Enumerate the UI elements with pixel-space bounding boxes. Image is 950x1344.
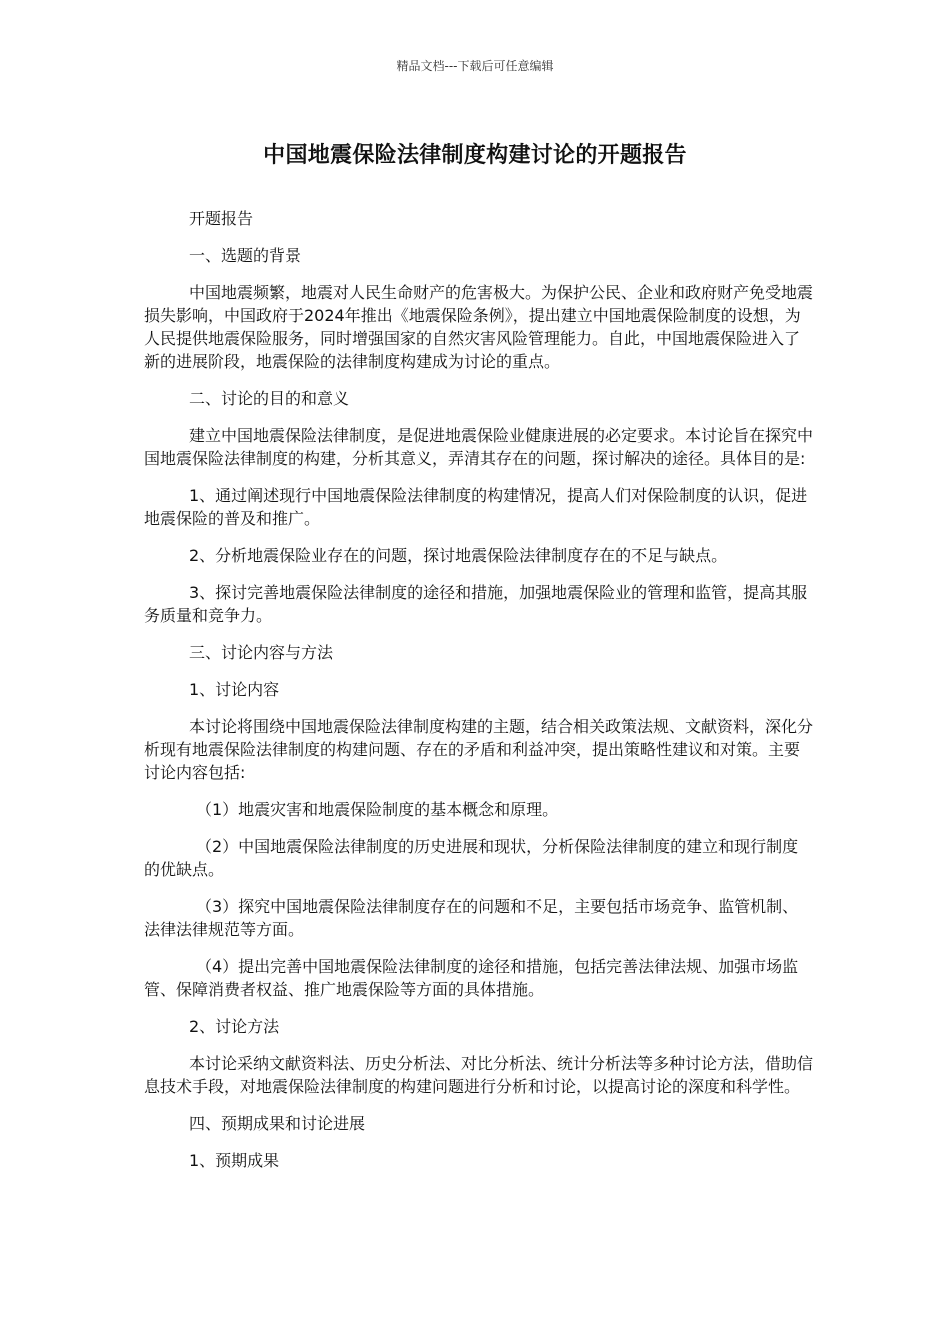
- subsection-heading: 2、讨论方法: [189, 1017, 280, 1036]
- paragraph: 中国地震频繁，地震对人民生命财产的危害极大。为保护公民、企业和政府财产免受地震损失影响，中国政府于2024年推出《地震保险条例》，提出建立中国地震保险制度的设想，为人民提供地震保险服务，同时增强国家的自然灾害风险管理能力。自此，中国地震保险进入了新的进展阶段，地震保险的法律制度构建成为讨论的重点。: [144, 283, 814, 371]
- list-item: 2、分析地震保险业存在的问题，探讨地震保险法律制度存在的不足与缺点。: [189, 546, 728, 565]
- document-body: [144, 207, 814, 1186]
- section-heading: 一、选题的背景: [189, 246, 302, 265]
- subsection-heading: 1、讨论内容: [189, 680, 280, 699]
- list-item: （4）提出完善中国地震保险法律制度的途径和措施，包括完善法律法规、加强市场监管、保障消费者权益、推广地震保险等方面的具体措施。: [144, 957, 799, 999]
- paragraph: 开题报告: [189, 209, 254, 228]
- header-note: 精品文档---下载后可任意编辑: [396, 59, 554, 73]
- list-item: （3）探究中国地震保险法律制度存在的问题和不足，主要包括市场竞争、监管机制、法律法律规范等方面。: [144, 897, 799, 939]
- section-heading: 四、预期成果和讨论进展: [189, 1114, 366, 1133]
- list-item: 3、探讨完善地震保险法律制度的途径和措施，加强地震保险业的管理和监管，提高其服务质量和竞争力。: [144, 583, 808, 625]
- paragraph: 建立中国地震保险法律制度，是促进地震保险业健康进展的必定要求。本讨论旨在探究中国地震保险法律制度的构建，分析其意义，弄清其存在的问题，探讨解决的途径。具体目的是:: [144, 426, 814, 468]
- list-item: （2）中国地震保险法律制度的历史进展和现状，分析保险法律制度的建立和现行制度的优缺点。: [144, 837, 799, 879]
- list-item: 1、通过阐述现行中国地震保险法律制度的构建情况，提高人们对保险制度的认识，促进地震保险的普及和推广。: [144, 486, 808, 528]
- document-title: 中国地震保险法律制度构建讨论的开题报告: [263, 143, 687, 168]
- list-item: （1）地震灾害和地震保险制度的基本概念和原理。: [196, 800, 559, 819]
- paragraph: 本讨论将围绕中国地震保险法律制度构建的主题，结合相关政策法规、文献资料，深化分析现有地震保险法律制度的构建问题、存在的矛盾和利益冲突，提出策略性建议和对策。主要讨论内容包括:: [144, 717, 814, 782]
- paragraph: 本讨论采纳文献资料法、历史分析法、对比分析法、统计分析法等多种讨论方法，借助信息技术手段，对地震保险法律制度的构建问题进行分析和讨论，以提高讨论的深度和科学性。: [144, 1054, 814, 1096]
- section-heading: 二、讨论的目的和意义: [189, 389, 350, 408]
- section-heading: 三、讨论内容与方法: [189, 643, 334, 662]
- subsection-heading: 1、预期成果: [189, 1151, 280, 1170]
